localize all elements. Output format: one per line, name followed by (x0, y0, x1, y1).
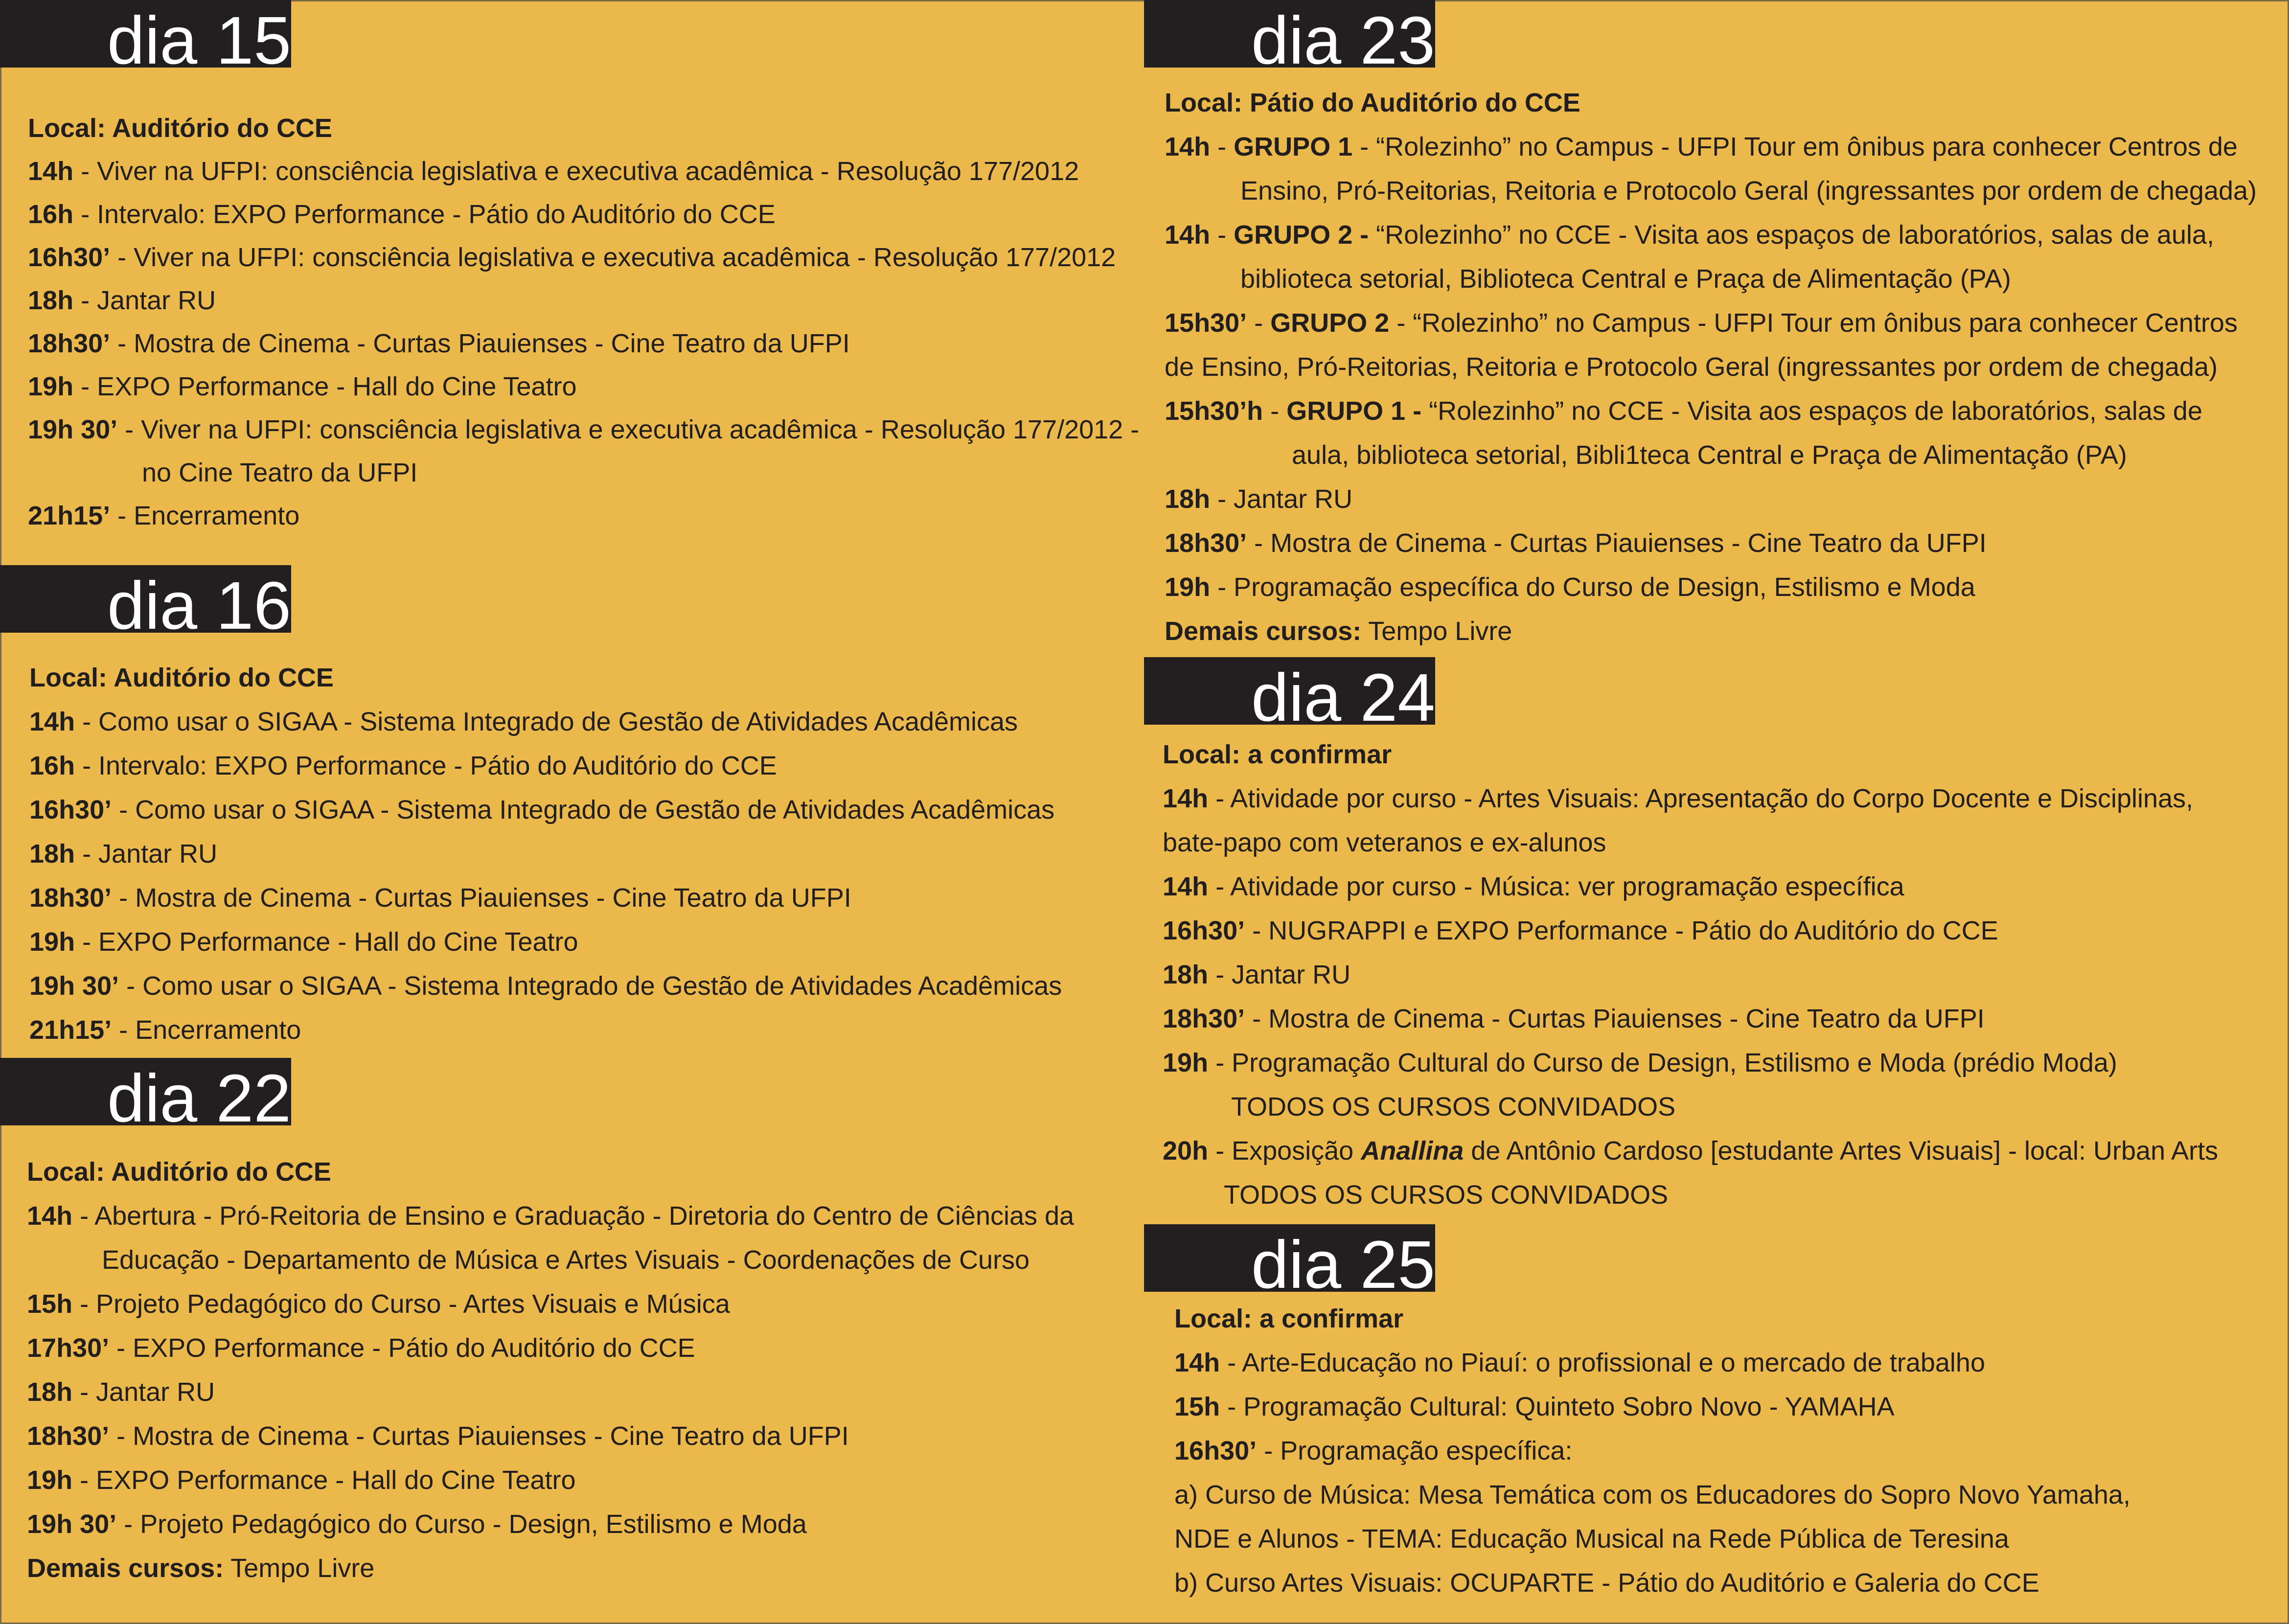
day-15-schedule (28, 107, 1139, 537)
day-25-title: dia 25 (1251, 1227, 1435, 1303)
schedule-item: 16h - Intervalo: EXPO Performance - Pátio do Auditório do CCE (29, 751, 777, 780)
schedule-item: 16h - Intervalo: EXPO Performance - Pátio do Auditório do CCE (28, 200, 776, 229)
schedule-item: 14h - Abertura - Pró-Reitoria de Ensino e Graduação - Diretoria do Centro de Ciências da (27, 1201, 1075, 1231)
day-15-title: dia 15 (107, 3, 291, 78)
schedule-item: 16h30’ - NUGRAPPI e EXPO Performance - Pátio do Auditório do CCE (1163, 916, 1998, 945)
day-22-banner (0, 1058, 291, 1136)
day-22-schedule (27, 1150, 1074, 1590)
day-16-title: dia 16 (107, 568, 291, 643)
day-16-venue: Local: Auditório do CCE (29, 663, 334, 692)
schedule-item: 18h30’ - Mostra de Cinema - Curtas Piauienses - Cine Teatro da UFPI (27, 1421, 849, 1451)
schedule-item-continuation: biblioteca setorial, Biblioteca Central e Praça de Alimentação (PA) (1240, 264, 2011, 294)
schedule-item: 16h30’ - Viver na UFPI: consciência legislativa e executiva acadêmica - Resolução 177/2012 (28, 243, 1116, 272)
day-24-banner (1144, 657, 1435, 735)
schedule-item: 19h - EXPO Performance - Hall do Cine Teatro (28, 372, 577, 401)
schedule-item: 21h15’ - Encerramento (29, 1015, 301, 1045)
schedule-item: 14h - Como usar o SIGAA - Sistema Integrado de Gestão de Atividades Acadêmicas (29, 707, 1018, 736)
schedule-item-continuation: bate-papo com veteranos e ex-alunos (1163, 828, 1606, 857)
schedule-item: Demais cursos: Tempo Livre (27, 1554, 375, 1583)
schedule-item: 18h - Jantar RU (28, 286, 216, 315)
schedule-item: 17h30’ - EXPO Performance - Pátio do Auditório do CCE (27, 1333, 695, 1363)
schedule-item-continuation: aula, biblioteca setorial, Bibli1teca Central e Praça de Alimentação (PA) (1292, 440, 2127, 470)
schedule-item-continuation: Educação - Departamento de Música e Artes Visuais - Coordenações de Curso (102, 1245, 1030, 1275)
schedule-item: 18h30’ - Mostra de Cinema - Curtas Piauienses - Cine Teatro da UFPI (1165, 528, 1987, 558)
schedule-item-continuation: no Cine Teatro da UFPI (142, 458, 418, 487)
day-25-banner (1144, 1224, 1435, 1303)
schedule-item: 19h 30’ - Como usar o SIGAA - Sistema Integrado de Gestão de Atividades Acadêmicas (29, 971, 1062, 1001)
schedule-item: 19h 30’ - Viver na UFPI: consciência legislativa e executiva acadêmica - Resolução 177/2012 - (28, 415, 1140, 444)
schedule-item: 16h30’ - Programação específica: (1174, 1436, 1573, 1465)
schedule-item: 18h30’ - Mostra de Cinema - Curtas Piauienses - Cine Teatro da UFPI (28, 329, 850, 358)
schedule-item: 18h30’ - Mostra de Cinema - Curtas Piauienses - Cine Teatro da UFPI (29, 883, 851, 913)
schedule-item: 16h30’ - Como usar o SIGAA - Sistema Integrado de Gestão de Atividades Acadêmicas (29, 795, 1055, 824)
schedule-item: 19h - Programação específica do Curso de Design, Estilismo e Moda (1165, 572, 1975, 602)
day-15-venue: Local: Auditório do CCE (28, 114, 332, 143)
day-16-schedule (29, 656, 1062, 1052)
day-23-banner (1144, 0, 1435, 78)
schedule-item: 19h - EXPO Performance - Hall do Cine Teatro (29, 927, 578, 957)
schedule-item: 18h - Jantar RU (1163, 960, 1351, 989)
schedule-item: 21h15’ - Encerramento (28, 501, 300, 530)
schedule-item: 14h - GRUPO 1 - “Rolezinho” no Campus - UFPI Tour em ônibus para conhecer Centros de (1165, 132, 2238, 161)
schedule-item: 19h - EXPO Performance - Hall do Cine Teatro (27, 1465, 576, 1495)
schedule-item: Demais cursos: Tempo Livre (1165, 617, 1512, 646)
day-24-venue: Local: a confirmar (1163, 740, 1392, 769)
day-25-schedule (1174, 1297, 2130, 1605)
schedule-item: 19h 30’ - Projeto Pedagógico do Curso - Design, Estilismo e Moda (27, 1510, 807, 1539)
day-22-title: dia 22 (107, 1061, 291, 1136)
day-23-venue: Local: Pátio do Auditório do CCE (1165, 88, 1580, 117)
schedule-subitem: b) Curso Artes Visuais: OCUPARTE - Pátio do Auditório e Galeria do CCE (1174, 1568, 2039, 1598)
day-24-title: dia 24 (1251, 660, 1435, 735)
schedule-item: 15h30’ - GRUPO 2 - “Rolezinho” no Campus - UFPI Tour em ônibus para conhecer Centros (1165, 308, 2238, 338)
schedule-item-continuation: Ensino, Pró-Reitorias, Reitoria e Protocolo Geral (ingressantes por ordem de chegada) (1240, 176, 2257, 206)
schedule-item: 15h - Programação Cultural: Quinteto Sobro Novo - YAMAHA (1174, 1392, 1895, 1421)
schedule-item: 18h - Jantar RU (29, 839, 218, 869)
day-15-banner (0, 0, 291, 78)
schedule-item: 14h - Atividade por curso - Artes Visuais: Apresentação do Corpo Docente e Disciplinas, (1163, 784, 2194, 813)
exhibition-title: Anallina (1361, 1136, 1464, 1166)
schedule-item: 14h - Viver na UFPI: consciência legislativa e executiva acadêmica - Resolução 177/2012 (28, 157, 1079, 186)
day-23-schedule (1165, 81, 2257, 653)
schedule-item: 15h - Projeto Pedagógico do Curso - Artes Visuais e Música (27, 1289, 730, 1319)
schedule-item: 20h - Exposição Anallina de Antônio Cardoso [estudante Artes Visuais] - local: Urban Arts (1163, 1136, 2219, 1166)
schedule-item: 14h - GRUPO 2 - “Rolezinho” no CCE - Visita aos espaços de laboratórios, salas de aula, (1165, 220, 2215, 250)
schedule-item: 14h - Arte-Educação no Piauí: o profissional e o mercado de trabalho (1174, 1348, 1985, 1377)
schedule-item: 15h30’h - GRUPO 1 - “Rolezinho” no CCE - Visita aos espaços de laboratórios, salas de (1165, 396, 2202, 426)
schedule-item-continuation: TODOS OS CURSOS CONVIDADOS (1224, 1180, 1669, 1210)
schedule-item: 18h - Jantar RU (1165, 484, 1353, 514)
day-16-banner (0, 565, 291, 643)
schedule-subitem: NDE e Alunos - TEMA: Educação Musical na Rede Pública de Teresina (1174, 1524, 2009, 1554)
schedule-item: 18h30’ - Mostra de Cinema - Curtas Piauienses - Cine Teatro da UFPI (1163, 1004, 1985, 1033)
day-24-schedule (1163, 732, 2218, 1217)
day-25-venue: Local: a confirmar (1174, 1304, 1404, 1333)
schedule-item: 14h - Atividade por curso - Música: ver programação específica (1163, 872, 1904, 901)
schedule-subitem: a) Curso de Música: Mesa Temática com os Educadores do Sopro Novo Yamaha, (1174, 1480, 2130, 1510)
day-23-title: dia 23 (1251, 3, 1435, 78)
schedule-item-continuation: TODOS OS CURSOS CONVIDADOS (1231, 1092, 1676, 1121)
schedule-item: 19h - Programação Cultural do Curso de Design, Estilismo e Moda (prédio Moda) (1163, 1048, 2117, 1077)
schedule-item: 18h - Jantar RU (27, 1377, 215, 1407)
day-22-venue: Local: Auditório do CCE (27, 1157, 331, 1187)
schedule-item-continuation: de Ensino, Pró-Reitorias, Reitoria e Protocolo Geral (ingressantes por ordem de chegada) (1165, 352, 2218, 382)
